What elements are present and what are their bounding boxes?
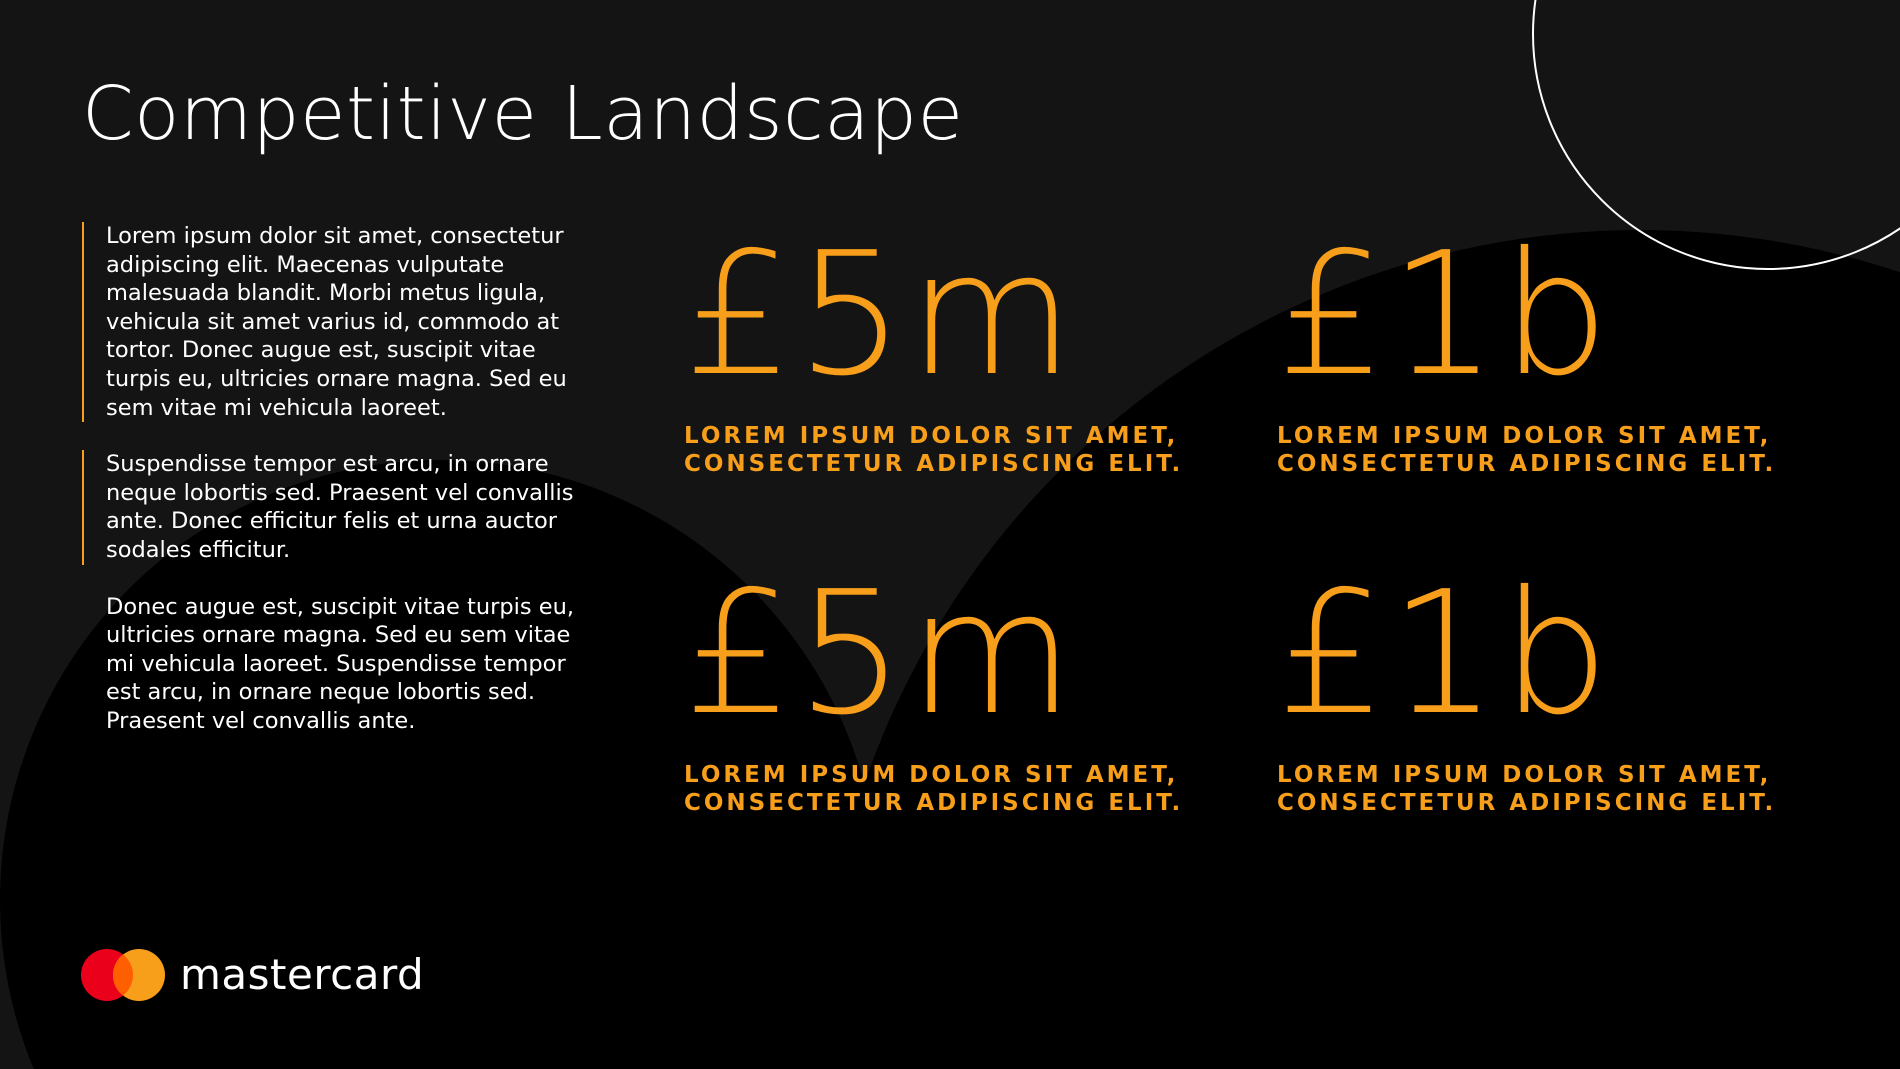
mastercard-logo xyxy=(80,948,424,1002)
stat-caption xyxy=(1277,761,1776,817)
stat-block-3 xyxy=(684,555,1184,817)
stat-block-4 xyxy=(1277,555,1777,817)
paragraph-3: Donec augue est, suscipit vitae turpis eu, ultricies ornare magna. Sed eu sem vitae mi vehicula laoreet. Suspendisse tempor est arcu, in ornare neque lobortis sed. Praesent vel convallis ante. xyxy=(106,593,574,734)
slide-title: Competitive Landscape xyxy=(82,71,964,157)
paragraph-2: Suspendisse tempor est arcu, in ornare neque lobortis sed. Praesent vel convallis ante. Donec efficitur felis et urna auctor sodales efficitur. xyxy=(82,450,602,564)
body-text xyxy=(82,222,602,764)
stat-caption-line: LOREM IPSUM DOLOR SIT AMET, xyxy=(1277,423,1772,449)
stat-value: £1b xyxy=(1277,555,1614,753)
stat-caption-line: CONSECTETUR ADIPISCING ELIT. xyxy=(684,790,1184,816)
stat-caption xyxy=(684,422,1183,478)
stat-block-1 xyxy=(684,216,1184,478)
stat-caption-line: CONSECTETUR ADIPISCING ELIT. xyxy=(1277,451,1777,477)
paragraph-1: Lorem ipsum dolor sit amet, consectetur adipiscing elit. Maecenas vulputate malesuada blandit. Morbi metus ligula, vehicula sit amet varius id, commodo at tortor. Donec augue est, suscipit vitae turpis eu, ultricies ornare magna. Sed eu sem vitae mi vehicula laoreet. xyxy=(82,222,602,422)
stat-caption-line: LOREM IPSUM DOLOR SIT AMET, xyxy=(684,762,1179,788)
stat-block-2 xyxy=(1277,216,1777,478)
stat-caption xyxy=(684,761,1183,817)
stat-caption-line: CONSECTETUR ADIPISCING ELIT. xyxy=(684,451,1184,477)
stat-caption xyxy=(1277,422,1776,478)
stat-value: £5m xyxy=(684,555,1078,753)
mastercard-logo-icon xyxy=(80,948,166,1002)
stat-caption-line: LOREM IPSUM DOLOR SIT AMET, xyxy=(684,423,1179,449)
stat-value: £5m xyxy=(684,216,1078,414)
stat-value: £1b xyxy=(1277,216,1614,414)
stat-caption-line: LOREM IPSUM DOLOR SIT AMET, xyxy=(1277,762,1772,788)
logo-wordmark: mastercard xyxy=(180,950,425,999)
stat-caption-line: CONSECTETUR ADIPISCING ELIT. xyxy=(1277,790,1777,816)
